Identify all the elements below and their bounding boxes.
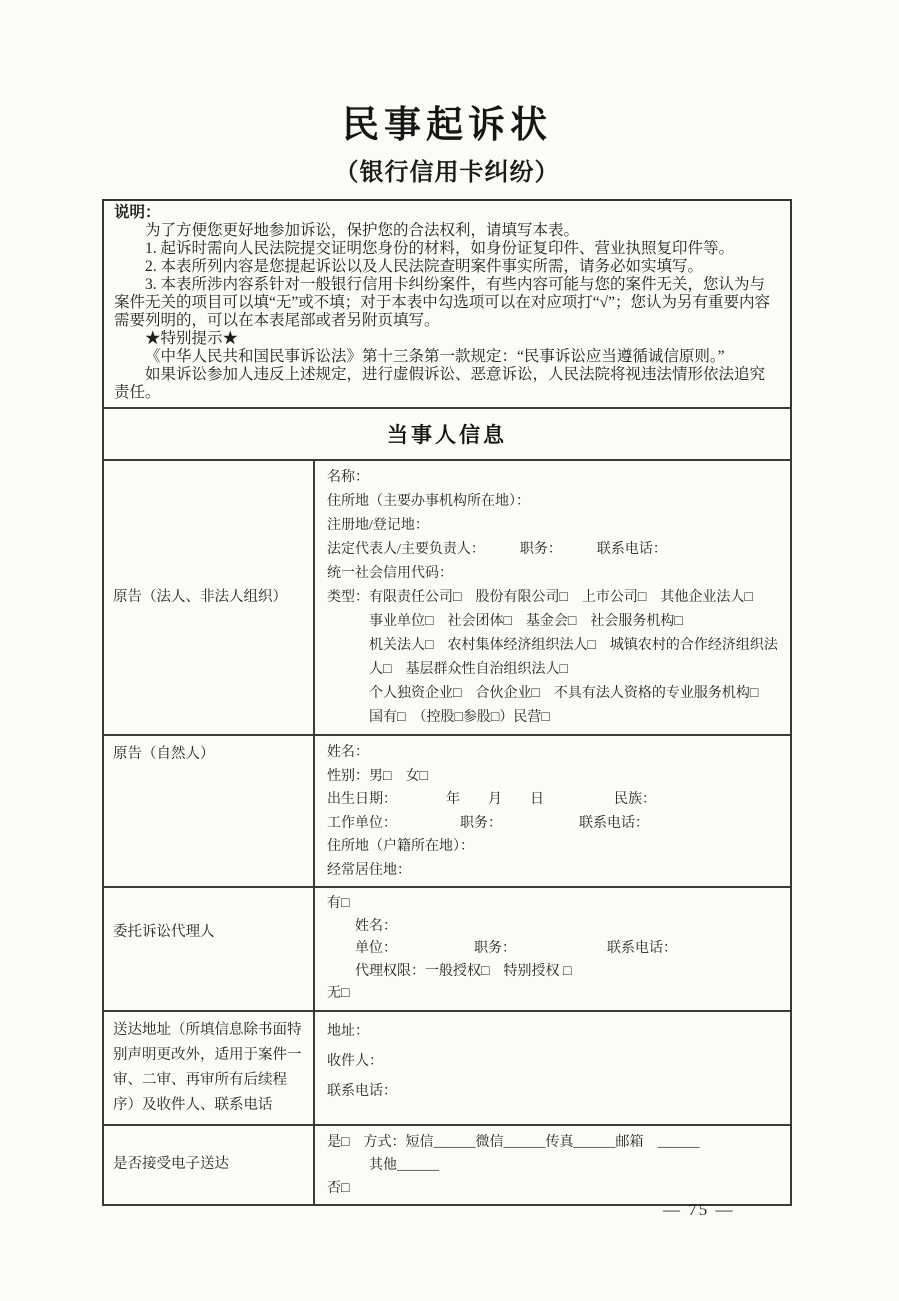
- field-org-registration-line: 注册地/登记地：: [327, 518, 429, 533]
- instructions-heading: 说明：: [114, 204, 161, 221]
- row-label-plaintiff-natural-person: 原告（自然人）: [103, 735, 314, 887]
- instruction-item-2: 2. 本表所列内容是您提起诉讼以及人民法院查明案件事实所需，请务必如实填写。: [145, 258, 704, 275]
- field-org-type-line-4: 人□ 基层群众性自治组织法人□: [369, 662, 568, 677]
- field-recipient-line: 收件人：: [327, 1053, 383, 1069]
- field-agent-unit-line: 单位： 职务： 联系电话：: [355, 941, 677, 956]
- table-row: [103, 460, 791, 735]
- field-credit-code-line: 统一社会信用代码：: [327, 566, 453, 581]
- field-org-type-line-2: 事业单位□ 社会团体□ 基金会□ 社会服务机构□: [369, 614, 683, 629]
- field-service-address-line: 地址：: [327, 1023, 369, 1039]
- row-label-plaintiff-organization: 原告（法人、非法人组织）: [103, 460, 314, 735]
- instruction-intro: 为了方便您更好地参加诉讼，保护您的合法权利，请填写本表。: [145, 222, 580, 239]
- field-org-type-line-3: 机关法人□ 农村集体经济组织法人□ 城镇农村的合作经济组织法: [369, 638, 778, 653]
- doc-subtitle: （银行信用卡纠纷）: [334, 160, 560, 186]
- field-household-domicile-line: 住所地（户籍所在地）：: [327, 839, 474, 854]
- instruction-item-3: 3. 本表所涉内容系针对一般银行信用卡纠纷案件，有些内容可能与您的案件无关，您认为与案件无关的项目可以填“无”或不填；对于本表中勾选项可以在对应项打“√”；您认为另有重要内容需要列明的，可以在本表尾部或者另附页填写。: [114, 276, 771, 329]
- field-work-unit-line: 工作单位： 职务： 联系电话：: [327, 815, 649, 831]
- row-label-electronic-service: 是否接受电子送达: [103, 1125, 314, 1205]
- field-gender-line: 性别：男□ 女□: [327, 768, 428, 784]
- field-org-name-line: 名称：: [327, 470, 369, 485]
- field-habitual-residence-line: 经常居住地：: [327, 862, 411, 878]
- option-e-service-no-line: 否□: [327, 1180, 350, 1196]
- field-org-type-line-5: 个人独资企业□ 合伙企业□ 不具有法人资格的专业服务机构□: [369, 686, 759, 701]
- document-page: [102, 0, 792, 1206]
- field-contact-phone-line: 联系电话：: [327, 1083, 397, 1099]
- field-org-type-line-6: 国有□ （控股□参股□）民营□: [369, 710, 550, 725]
- special-notice-law: 《中华人民共和国民事诉讼法》第十三条第一款规定：“民事诉讼应当遵循诚信原则。”: [145, 348, 725, 365]
- field-org-domicile-line: 住所地（主要办事机构所在地）：: [327, 494, 530, 509]
- party-info-table: [102, 407, 792, 1206]
- field-agent-authority-line: 代理权限：一般授权□ 特别授权 □: [355, 963, 572, 979]
- doc-title: 民事起诉状: [342, 105, 552, 146]
- field-person-name-line: 姓名：: [327, 745, 369, 760]
- table-row: [103, 735, 791, 887]
- row-label-litigation-agent: 委托诉讼代理人: [103, 887, 314, 1011]
- page-number: — 75 —: [663, 1200, 735, 1219]
- instructions-box: [102, 199, 792, 409]
- table-row: [103, 887, 791, 1011]
- row-label-service-address: 送达地址（所填信息除书面特别声明更改外，适用于案件一审、二审、再审所有后续程序）及收件人、联系电话: [103, 1011, 314, 1125]
- option-no-agent-line: 无□: [327, 986, 350, 1001]
- option-e-service-other-line: 其他______: [369, 1157, 439, 1173]
- table-row: [103, 1011, 791, 1125]
- option-has-agent-line: 有□: [327, 896, 350, 911]
- field-org-type-line-1: 类型：有限责任公司□ 股份有限公司□ 上市公司□ 其他企业法人□: [327, 590, 753, 605]
- table-row: [103, 1125, 791, 1205]
- field-birthdate-ethnicity-line: 出生日期： 年 月 日 民族：: [327, 792, 656, 807]
- field-legal-representative-line: 法定代表人/主要负责人： 职务： 联系电话：: [327, 542, 667, 557]
- special-notice-title: ★特别提示★: [145, 330, 239, 347]
- option-e-service-yes-line: 是□ 方式：短信______微信______传真______邮箱 ______: [327, 1134, 700, 1150]
- special-notice-warning: 如果诉讼参加人违反上述规定，进行虚假诉讼、恶意诉讼，人民法院将视违法情形依法追究责任。: [114, 366, 766, 401]
- field-agent-name-line: 姓名：: [355, 918, 397, 934]
- section-header-party-info: 当事人信息: [103, 408, 791, 460]
- instruction-item-1: 1. 起诉时需向人民法院提交证明您身份的材料，如身份证复印件、营业执照复印件等。: [145, 240, 735, 257]
